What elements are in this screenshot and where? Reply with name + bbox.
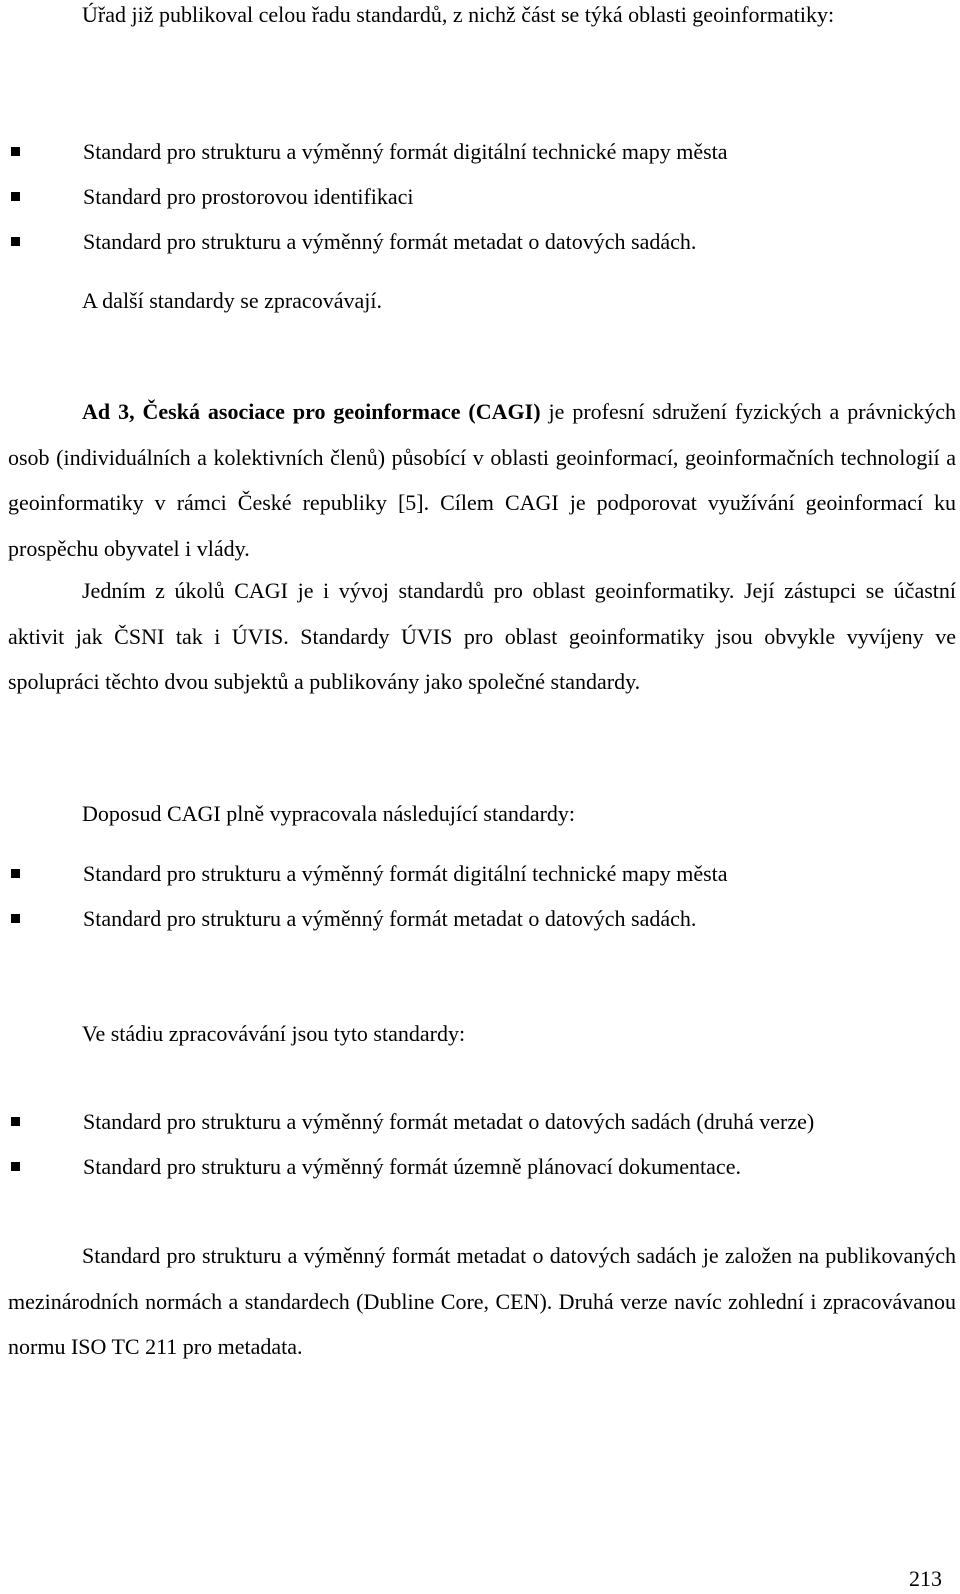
list-item: Standard pro strukturu a výměnný formát metadat o datových sadách (druhá verze)	[0, 1099, 956, 1144]
bullet-square-icon	[11, 869, 20, 878]
bullet-square-icon	[11, 914, 20, 923]
completed-standards-list	[0, 851, 956, 941]
published-standards-list	[0, 129, 956, 264]
intro-paragraph: Úřad již publikoval celou řadu standardů, z nichž část se týká oblasti geoinformatiky:	[82, 2, 835, 27]
bullet-square-icon	[11, 1162, 20, 1171]
bullet-square-icon	[11, 147, 20, 156]
list-item: Standard pro strukturu a výměnný formát metadat o datových sadách.	[0, 896, 956, 941]
metadata-paragraph: Standard pro strukturu a výměnný formát metadat o datových sadách je založen na publikovaných mezinárodních normách a standardech (Dubline Core, CEN). Druhá verze navíc zohlední i zpracovávanou normu ISO TC 211 pro metadata.	[8, 1243, 956, 1359]
page-number: 213	[909, 1566, 942, 1591]
list-item: Standard pro strukturu a výměnný formát územně plánovací dokumentace.	[0, 1144, 956, 1189]
list-item: Standard pro prostorovou identifikaci	[0, 174, 956, 219]
bullet-square-icon	[11, 192, 20, 201]
cagi-paragraph-text: je profesní sdružení fyzických a právnických osob (individuálních a kolektivních členů) působící v oblasti geoinformací, geoinformačních technologií a geoinformatiky v rámci České republiky [5]. Cílem CAGI je podporovat využívání geoinformací ku prospěchu obyvatel i vlády.	[8, 399, 956, 561]
in-progress-standards-intro: Ve stádiu zpracovávání jsou tyto standardy:	[82, 1021, 466, 1046]
list-item: Standard pro strukturu a výměnný formát digitální technické mapy města	[0, 851, 956, 896]
completed-standards-intro: Doposud CAGI plně vypracovala následující standardy:	[82, 801, 576, 826]
cagi-paragraph	[8, 389, 956, 571]
list-item: Standard pro strukturu a výměnný formát metadat o datových sadách.	[0, 219, 956, 264]
list1-note: A další standardy se zpracovávají.	[82, 288, 382, 313]
list-item: Standard pro strukturu a výměnný formát digitální technické mapy města	[0, 129, 956, 174]
bullet-square-icon	[11, 237, 20, 246]
in-progress-standards-list	[0, 1099, 956, 1189]
cagi-heading: Ad 3, Česká asociace pro geoinformace (CAGI)	[82, 399, 541, 424]
cagi-tasks-paragraph: Jedním z úkolů CAGI je i vývoj standardů pro oblast geoinformatiky. Její zástupci se účastní aktivit jak ČSNI tak i ÚVIS. Standardy ÚVIS pro oblast geoinformatiky jsou obvykle vyvíjeny ve spolupráci těchto dvou subjektů a publikovány jako společné standardy.	[8, 578, 956, 694]
bullet-square-icon	[11, 1117, 20, 1126]
